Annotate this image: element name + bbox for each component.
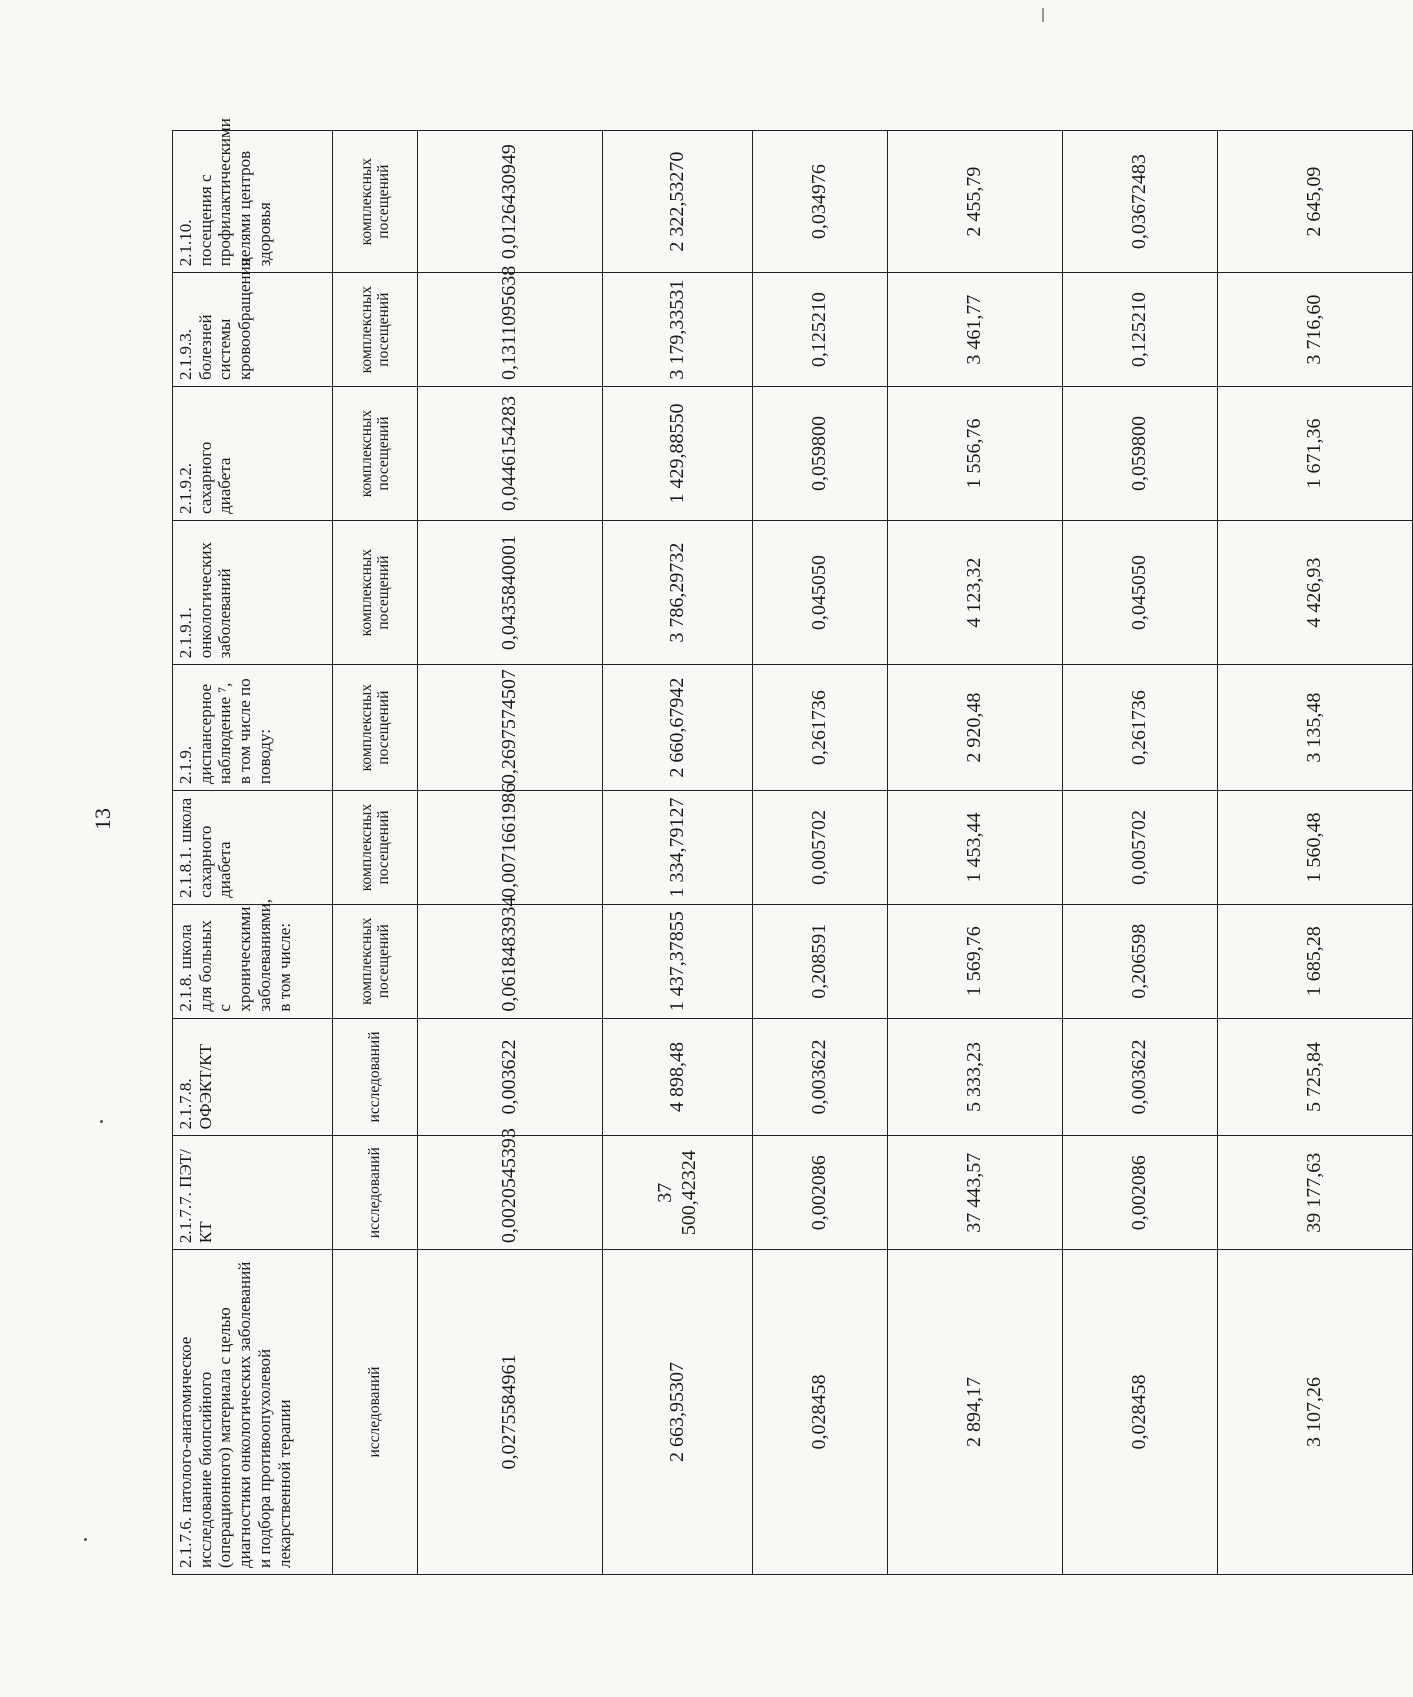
table-row — [603, 131, 753, 1575]
cell-value: 0,0275584961 — [418, 1250, 603, 1575]
cell-value: 0,059800 — [753, 387, 888, 521]
table-row — [753, 131, 888, 1575]
cell-value: 0,206598 — [1063, 904, 1218, 1018]
cell-value: 0,208591 — [753, 904, 888, 1018]
cell-unit: комплексных посещений — [333, 665, 418, 791]
cell-unit: комплексных посещений — [333, 387, 418, 521]
cell-value: 2 660,67942 — [603, 665, 753, 791]
scan-speck — [84, 1538, 87, 1541]
cell-value: 1 671,36 — [1218, 387, 1413, 521]
cell-unit: исследований — [333, 1018, 418, 1136]
cell-value: 0,059800 — [1063, 387, 1218, 521]
cell-value: 4 898,48 — [603, 1018, 753, 1136]
cell-value: 2 894,17 — [888, 1250, 1063, 1575]
cell-value: 3 716,60 — [1218, 273, 1413, 387]
cell-name: 2.1.9.3. болезней системы кровообращения — [173, 273, 333, 387]
rotated-table-container — [172, 118, 1326, 1575]
cell-name: 2.1.10. посещения с профилактическими целями центров здоровья — [173, 131, 333, 273]
table-row — [333, 131, 418, 1575]
cell-value: 2 645,09 — [1218, 131, 1413, 273]
cell-value: 1 685,28 — [1218, 904, 1413, 1018]
cell-unit: комплексных посещений — [333, 131, 418, 273]
cell-unit: комплексных посещений — [333, 521, 418, 665]
cell-name: 2.1.9.1. онкологических заболеваний — [173, 521, 333, 665]
cell-value: 2 663,95307 — [603, 1250, 753, 1575]
table-row — [173, 131, 333, 1575]
cell-value: 0,125210 — [1063, 273, 1218, 387]
table-row — [1218, 131, 1413, 1575]
cell-value: 0,005702 — [1063, 791, 1218, 905]
cell-value: 0,0446154283 — [418, 387, 603, 521]
cell-name: 2.1.7.7. ПЭТ/КТ — [173, 1136, 333, 1250]
cell-value: 0,034976 — [753, 131, 888, 273]
cell-value: 1 560,48 — [1218, 791, 1413, 905]
cell-name: 2.1.9.2. сахарного диабета — [173, 387, 333, 521]
cell-value: 3 107,26 — [1218, 1250, 1413, 1575]
cell-value: 0,2697574507 — [418, 665, 603, 791]
scan-mark — [1042, 8, 1044, 22]
cell-unit: комплексных посещений — [333, 273, 418, 387]
cell-value: 0,002086 — [1063, 1136, 1218, 1250]
cell-value: 3 135,48 — [1218, 665, 1413, 791]
cell-value: 0,002086 — [753, 1136, 888, 1250]
cell-value: 0,0126430949 — [418, 131, 603, 273]
cell-value: 1 453,44 — [888, 791, 1063, 905]
cell-unit: исследований — [333, 1250, 418, 1575]
cell-value: 1 556,76 — [888, 387, 1063, 521]
cell-unit: комплексных посещений — [333, 904, 418, 1018]
cell-value: 3 179,33531 — [603, 273, 753, 387]
cell-value: 0,028458 — [1063, 1250, 1218, 1575]
cell-value: 0,1311095638 — [418, 273, 603, 387]
cell-value: 0,003622 — [418, 1018, 603, 1136]
cell-name: 2.1.7.6. патолого-анатомическое исследование биопсийного (операционного) материала с целью диагностики онкологических заболеваний и подбора противоопухолевой лекарственной терапии — [173, 1250, 333, 1575]
cell-value: 5 725,84 — [1218, 1018, 1413, 1136]
cell-name: 2.1.8.1. школа сахарного диабета — [173, 791, 333, 905]
cell-value: 0,003622 — [753, 1018, 888, 1136]
cell-value: 1 569,76 — [888, 904, 1063, 1018]
scan-speck — [100, 1120, 103, 1123]
cell-name: 2.1.7.8. ОФЭКТ/КТ — [173, 1018, 333, 1136]
cell-value: 37 500,42324 — [603, 1136, 753, 1250]
cell-value: 2 920,48 — [888, 665, 1063, 791]
cell-name: 2.1.9. диспансерное наблюдение ⁷, в том числе по поводу: — [173, 665, 333, 791]
cell-value: 0,005702 — [753, 791, 888, 905]
cell-value: 0,0071661986 — [418, 791, 603, 905]
cell-name: 2.1.8. школа для больных с хроническими заболеваниями, в том числе: — [173, 904, 333, 1018]
cell-value: 4 123,32 — [888, 521, 1063, 665]
cell-value: 0,03672483 — [1063, 131, 1218, 273]
cell-unit: комплексных посещений — [333, 791, 418, 905]
table-body — [173, 118, 1413, 1575]
cell-value: 0,261736 — [753, 665, 888, 791]
table-row — [1063, 131, 1218, 1575]
page-number: 13 — [90, 808, 115, 830]
cell-value: 1 429,88550 — [603, 387, 753, 521]
cell-value: 4 426,93 — [1218, 521, 1413, 665]
tariff-table — [172, 118, 1413, 1575]
cell-value: 0,045050 — [1063, 521, 1218, 665]
cell-value: 0,125210 — [753, 273, 888, 387]
table-row — [888, 131, 1063, 1575]
cell-unit: исследований — [333, 1136, 418, 1250]
cell-value: 0,0618483934 — [418, 904, 603, 1018]
cell-value: 0,003622 — [1063, 1018, 1218, 1136]
cell-value: 0,0435840001 — [418, 521, 603, 665]
cell-value: 5 333,23 — [888, 1018, 1063, 1136]
cell-value: 0,028458 — [753, 1250, 888, 1575]
cell-value: 0,0020545393 — [418, 1136, 603, 1250]
cell-value: 2 322,53270 — [603, 131, 753, 273]
cell-value: 0,261736 — [1063, 665, 1218, 791]
cell-value: 3 461,77 — [888, 273, 1063, 387]
cell-value: 37 443,57 — [888, 1136, 1063, 1250]
cell-value: 1 334,79127 — [603, 791, 753, 905]
cell-value: 1 437,37855 — [603, 904, 753, 1018]
cell-value: 3 786,29732 — [603, 521, 753, 665]
table-row — [418, 131, 603, 1575]
cell-value: 0,045050 — [753, 521, 888, 665]
cell-value: 2 455,79 — [888, 131, 1063, 273]
cell-value: 39 177,63 — [1218, 1136, 1413, 1250]
